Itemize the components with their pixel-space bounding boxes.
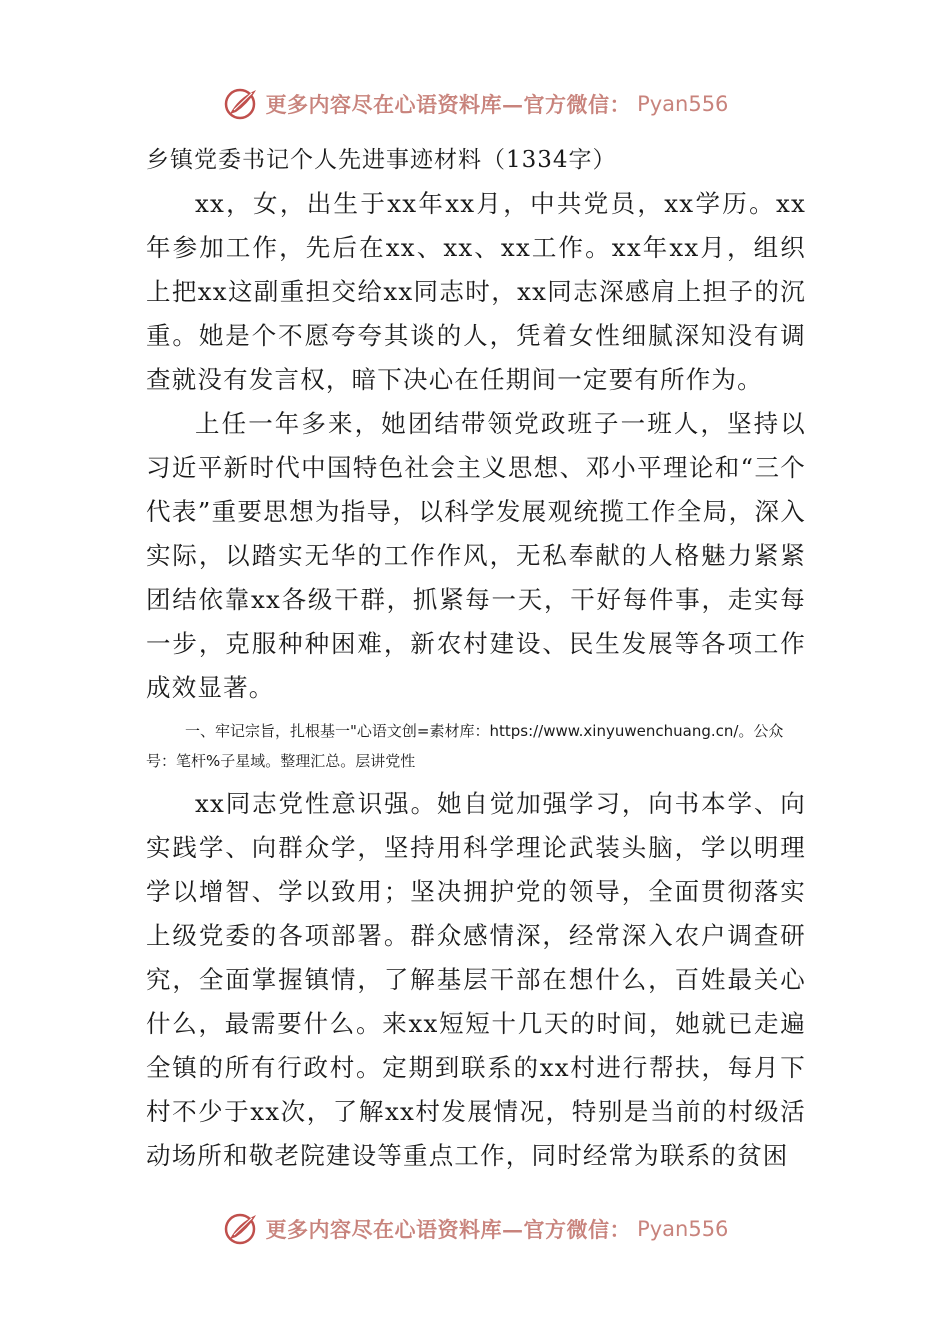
document-body xyxy=(146,138,806,1178)
header-banner xyxy=(0,81,950,127)
section-heading-note: 一、牢记宗旨，扎根基一"心语文创=素材库：https://www.xinyuwenchuang.cn/。公众号：笔杆%子星域。整理汇总。层讲党性 xyxy=(146,722,784,770)
footer-banner xyxy=(0,1206,950,1252)
banner-text: 更多内容尽在心语资料库—官方微信： xyxy=(265,1217,632,1242)
paragraph: xx，女，出生于xx年xx月，中共党员，xx学历。xx年参加工作，先后在xx、xx、xx工作。xx年xx月，组织上把xx这副重担交给xx同志时，xx同志深感肩上担子的沉重。她是个不愿夸夸其谈的人，凭着女性细腻深知没有调查就没有发言权，暗下决心在任期间一定要有所作为。 xyxy=(146,189,806,394)
pen-logo-icon xyxy=(222,84,262,124)
document-title: 乡镇党委书记个人先进事迹材料（1334字） xyxy=(146,147,617,173)
banner-wechat-id: Pyan556 xyxy=(637,1217,729,1241)
banner-wechat-id: Pyan556 xyxy=(637,92,729,116)
paragraph: xx同志党性意识强。她自觉加强学习，向书本学、向实践学、向群众学，坚持用科学理论武装头脑，学以明理学以增智、学以致用；坚决拥护党的领导，全面贯彻落实上级党委的各项部署。群众感情深，经常深入农户调查研究，全面掌握镇情，了解基层干部在想什么，百姓最关心什么，最需要什么。来xx短短十几天的时间，她就已走遍全镇的所有行政村。定期到联系的xx村进行帮扶，每月下村不少于xx次，了解xx村发展情况，特别是当前的村级活动场所和敬老院建设等重点工作，同时经常为联系的贫困 xyxy=(146,789,806,1170)
paragraph: 上任一年多来，她团结带领党政班子一班人，坚持以习近平新时代中国特色社会主义思想、邓小平理论和“三个代表”重要思想为指导，以科学发展观统揽工作全局，深入实际，以踏实无华的工作作风，无私奉献的人格魅力紧紧团结依靠xx各级干群，抓紧每一天，干好每件事，走实每一步，克服种种困难，新农村建设、民生发展等各项工作成效显著。 xyxy=(146,409,806,702)
banner-text: 更多内容尽在心语资料库—官方微信： xyxy=(265,92,632,117)
pen-logo-icon xyxy=(222,1209,262,1249)
